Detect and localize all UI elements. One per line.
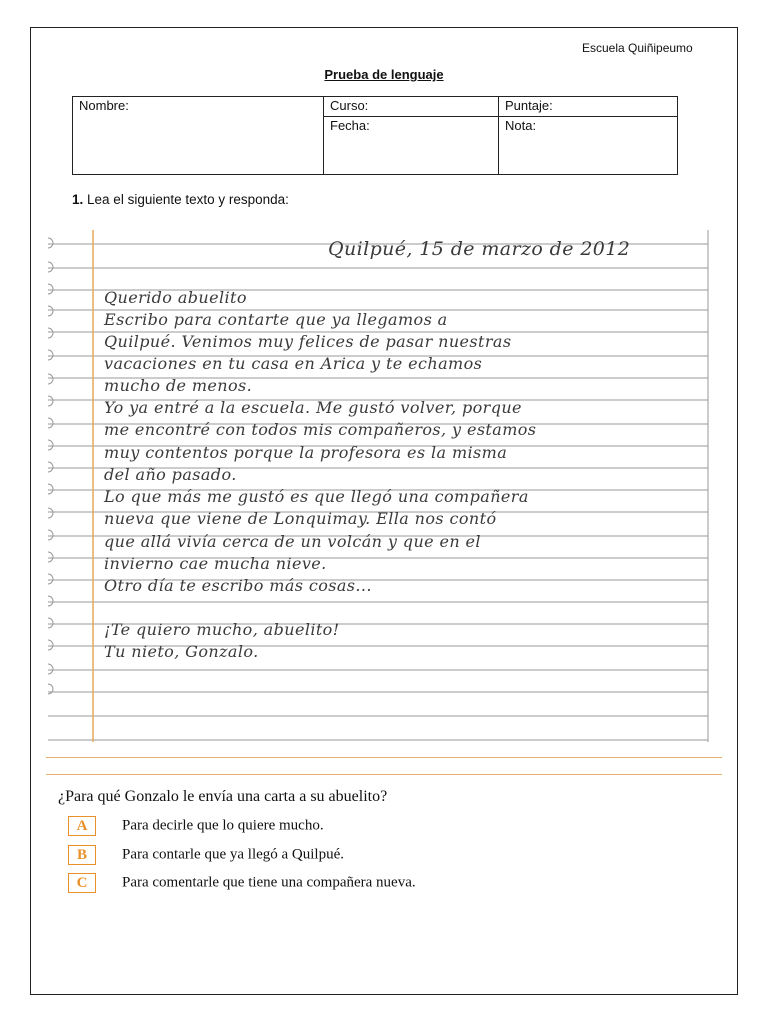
option-a[interactable]	[68, 816, 324, 836]
letter-line: del año pasado.	[104, 465, 237, 484]
separator-line	[46, 757, 722, 758]
letter-line: vacaciones en tu casa en Arica y te echamos	[104, 354, 483, 373]
option-c[interactable]	[68, 873, 416, 893]
fecha-field[interactable]: Fecha:	[324, 117, 499, 175]
letter-date: Quilpué, 15 de marzo de 2012	[328, 238, 631, 260]
letter-line: que allá vivía cerca de un volcán y que en el	[104, 532, 481, 551]
separator-line	[46, 774, 722, 775]
letter-line: ¡Te quiero mucho, abuelito!	[104, 620, 340, 639]
letter-line: mucho de menos.	[104, 376, 253, 395]
student-info-table	[72, 96, 678, 175]
letter-line: me encontré con todos mis compañeros, y estamos	[104, 420, 537, 439]
letter-line: Lo que más me gustó es que llegó una compañera	[104, 487, 529, 506]
question-2-text: ¿Para qué Gonzalo le envía una carta a su abuelito?	[58, 788, 388, 805]
puntaje-field[interactable]: Puntaje:	[499, 97, 678, 117]
curso-field[interactable]: Curso:	[324, 97, 499, 117]
letter-line: invierno cae mucha nieve.	[104, 554, 327, 573]
letter-line: Quilpué. Venimos muy felices de pasar nuestras	[104, 332, 512, 351]
handwritten-letter	[46, 230, 710, 742]
test-title: Prueba de lenguaje	[324, 67, 444, 82]
letter-line: Yo ya entré a la escuela. Me gustó volver, porque	[104, 398, 522, 417]
letter-line: Tu nieto, Gonzalo.	[104, 642, 259, 661]
question-1	[72, 192, 289, 207]
binder-holes	[48, 238, 53, 694]
letter-line: nueva que viene de Lonquimay. Ella nos contó	[104, 509, 497, 528]
nota-field[interactable]: Nota:	[499, 117, 678, 175]
option-b-letter: B	[68, 845, 96, 865]
letter-line: Otro día te escribo más cosas...	[104, 576, 372, 595]
option-a-text: Para decirle que lo quiere mucho.	[122, 817, 324, 834]
nombre-field[interactable]: Nombre:	[73, 97, 324, 175]
option-a-letter: A	[68, 816, 96, 836]
option-c-letter: C	[68, 873, 96, 893]
school-name: Escuela Quiñipeumo	[582, 41, 693, 55]
option-b-text: Para contarle que ya llegó a Quilpué.	[122, 846, 344, 863]
option-b[interactable]	[68, 845, 344, 865]
letter-line: Escribo para contarte que ya llegamos a	[104, 310, 448, 329]
option-c-text: Para comentarle que tiene una compañera nueva.	[122, 874, 416, 891]
question-1-number: 1.	[72, 192, 84, 207]
letter-line: muy contentos porque la profesora es la misma	[104, 443, 508, 462]
question-1-text: Lea el siguiente texto y responda:	[87, 192, 289, 207]
letter-line: Querido abuelito	[104, 288, 247, 307]
